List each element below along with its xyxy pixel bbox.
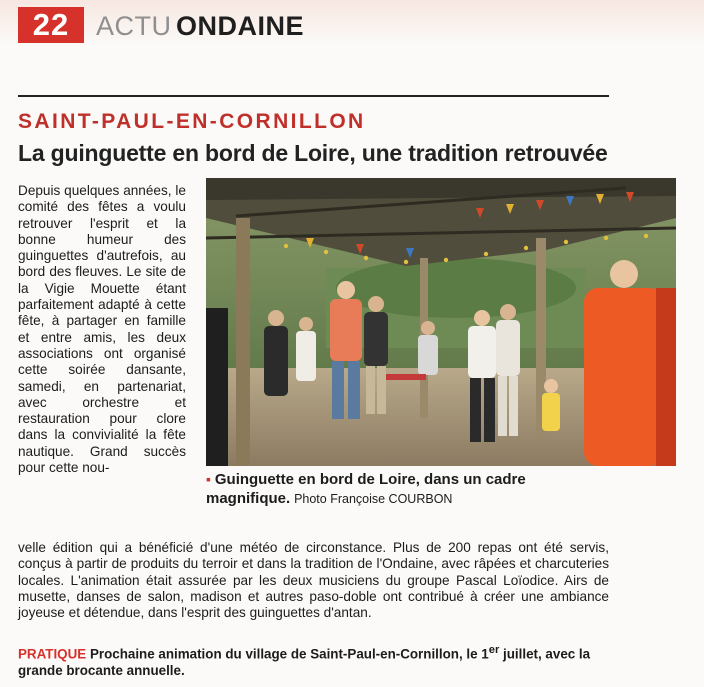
photo-credit: Photo Françoise COURBON	[294, 492, 453, 506]
article-photo	[206, 178, 676, 466]
article-dateline: SAINT-PAUL-EN-CORNILLON	[18, 110, 366, 133]
dance-scene-illustration	[206, 178, 676, 466]
page-number: 22	[18, 7, 84, 43]
article-body-continued: velle édition qui a bénéficié d'une météo de circonstance. Plus de 200 repas ont été servis, conçus à partir de produits du terroir et dans la tradition de l'Ondaine, avec râpées et charcuteries locales. L'animation était assurée par les deux musiciens du groupe Pascal Loïodice. Airs de musette, danses de salon, madison et autres paso-doble ont contribué à créer une ambiance joyeuse et détendue, dans l'esprit des guinguettes d'antan.	[18, 540, 609, 621]
pratique-note	[18, 642, 618, 679]
caption-title: Guinguette en bord de Loire, dans un cadre magnifique.	[206, 471, 526, 507]
photo-caption	[206, 470, 606, 508]
pratique-text: Prochaine animation du village de Saint-Paul-en-Cornillon, le 1	[89, 646, 489, 662]
article-top-rule	[18, 95, 609, 97]
pratique-superscript: er	[488, 644, 500, 656]
pratique-label: PRATIQUE	[18, 646, 87, 662]
article-headline: La guinguette en bord de Loire, une tradition retrouvée	[18, 140, 608, 166]
pratique-text-end: juillet, avec la grande brocante annuelle.	[18, 646, 591, 678]
section-name: ONDAINE	[176, 11, 305, 41]
section-kicker: ACTU	[96, 11, 172, 41]
caption-bullet: ▪	[206, 471, 211, 487]
article-body-column: Depuis quelques années, le comité des fêtes a voulu retrouver l'esprit et la bonne humeur des guinguettes d'autrefois, au bord des fleuves. Le site de la Vigie Mouette étant parfaitement adapté à cette fête, à partager en famille et entre amis, les deux associations ont organisé cette soirée dansante, samedi, en partenariat, avec orchestre et restauration pour clore dans la convivialité la fête nautique. Grand succès pour cette nou-	[18, 183, 186, 476]
